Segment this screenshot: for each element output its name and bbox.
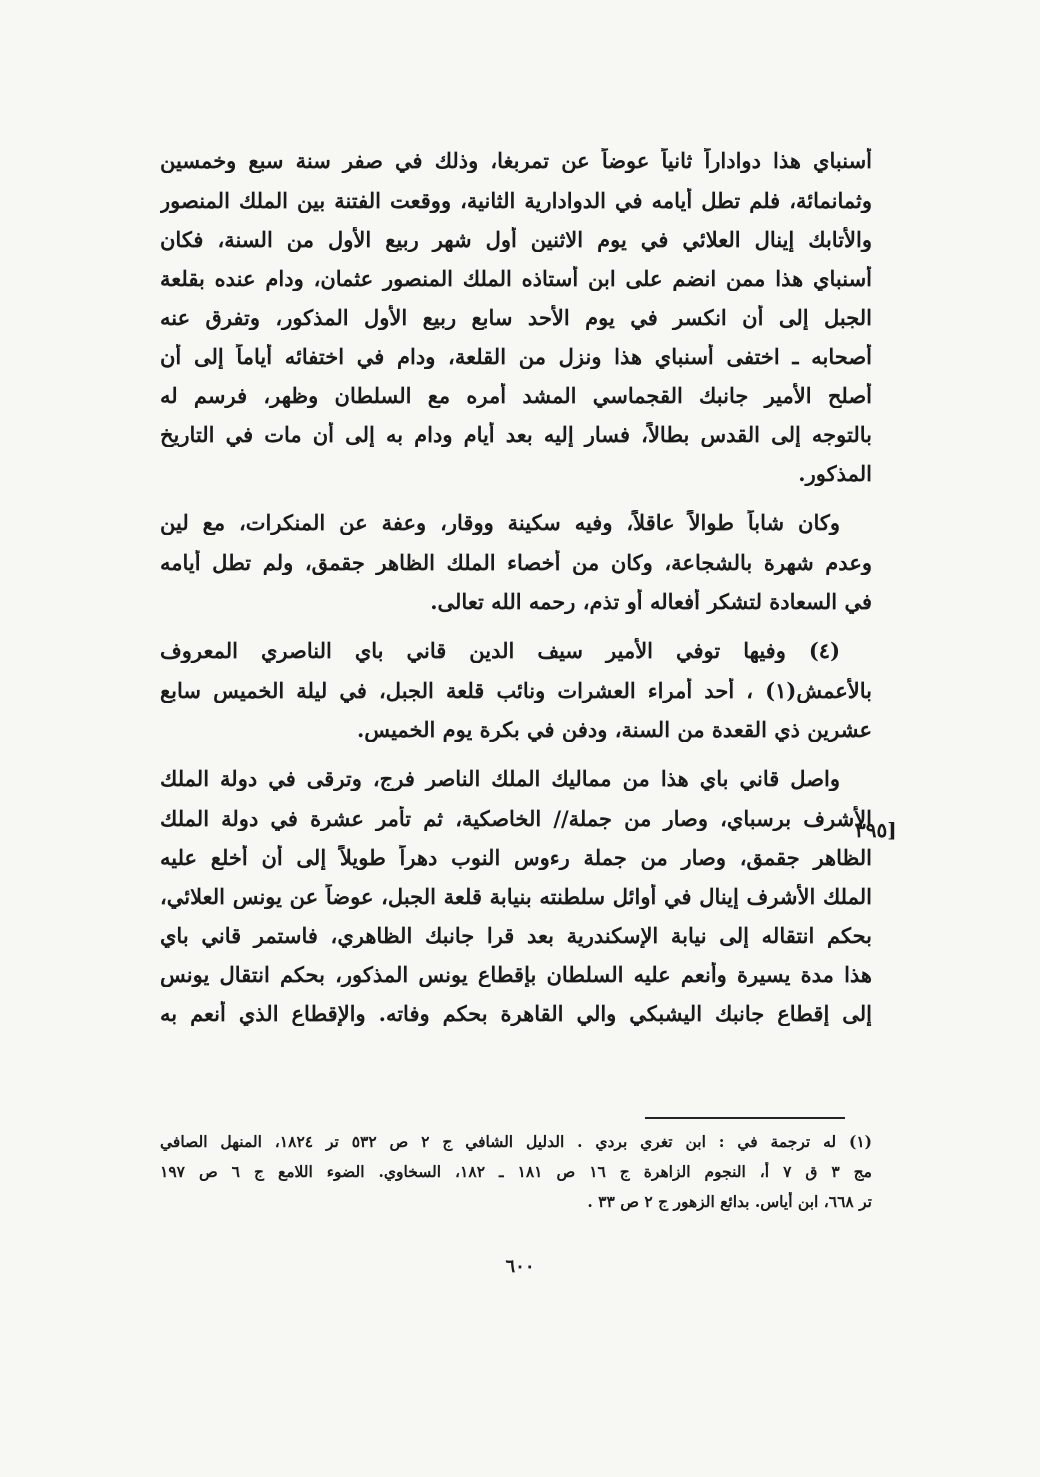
text-line: بحكم انتقاله إلى نيابة الإسكندرية بعد قرا جانبك الظاهري، فاستمر قاني باي: [160, 923, 872, 948]
footnote-line: تر ٦٦٨، ابن أياس. بدائع الزهور ج ٢ ص ٣٣ .: [587, 1192, 872, 1211]
text-line: أسنباي هذا ممن انضم على ابن أستاذه الملك المنصور عثمان، ودام عنده بقلعة: [160, 266, 872, 291]
text-line: (٤) وفيها توفي الأمير سيف الدين قاني باي الناصري المعروف: [160, 638, 840, 663]
text-line: بالأعمش(١) ، أحد أمراء العشرات ونائب قلعة الجبل، في ليلة الخميس سابع: [160, 678, 872, 703]
text-line: الملك الأشرف إينال في أوائل سلطنته بنيابة قلعة الجبل، عوضاً عن يونس العلائي،: [160, 884, 872, 909]
text-line: أصلح الأمير جانبك القجماسي المشد أمره مع السلطان وظهر، فرسم له: [160, 383, 872, 408]
text-line: الأشرف برسباي، وصار من جملة// الخاصكية، ثم تأمر عشرة في دولة الملك: [160, 806, 872, 831]
text-line: وكان شاباً طوالاً عاقلاً، وفيه سكينة ووقار، وعفة عن المنكرات، مع لين: [160, 510, 840, 535]
page-number: ٦٠٠: [505, 1256, 535, 1277]
text-line: واصل قاني باي هذا من مماليك الملك الناصر فرج، وترقى في دولة الملك: [160, 766, 840, 791]
text-line: عشرين ذي القعدة من السنة، ودفن في بكرة يوم الخميس.: [357, 717, 872, 742]
footnote-line: مج ٣ ق ٧ أ، النجوم الزاهرة ج ١٦ ص ١٨١ ـ ١٨٢، السخاوي. الضوء اللامع ج ٦ ص ١٩٧: [160, 1162, 872, 1181]
footnote-line: (١) له ترجمة في : ابن تغري بردي . الدليل الشافي ج ٢ ص ٥٣٢ تر ١٨٢٤، المنهل الصافي: [160, 1132, 872, 1151]
text-line: هذا مدة يسيرة وأنعم عليه السلطان بإقطاع يونس المذكور، بحكم انتقال يونس: [160, 962, 872, 987]
text-line: الظاهر جقمق، وصار من جملة رءوس النوب دهراً طويلاً إلى أن أخلع عليه: [160, 845, 872, 870]
margin-folio-reference: [٣٩٥: [855, 818, 897, 842]
text-line: أسنباي هذا دواداراً ثانياً عوضاً عن تمربغا، وذلك في صفر سنة سبع وخمسين: [160, 148, 872, 173]
text-line: في السعادة لتشكر أفعاله أو تذم، رحمه الله تعالى.: [430, 589, 872, 614]
text-line: أصحابه ـ اختفى أسنباي هذا ونزل من القلعة، ودام في اختفائه أياماً إلى أن: [160, 344, 872, 369]
text-line: وعدم شهرة بالشجاعة، وكان من أخصاء الملك الظاهر جقمق، ولم تطل أيامه: [160, 550, 872, 575]
text-line: بالتوجه إلى القدس بطالاً، فسار إليه بعد أيام ودام به إلى أن مات في التاريخ: [160, 422, 872, 447]
text-line: والأتابك إينال العلائي في يوم الاثنين أول شهر ربيع الأول من السنة، فكان: [160, 227, 872, 252]
text-line: المذكور.: [798, 461, 872, 486]
text-line: إلى إقطاع جانبك اليشبكي والي القاهرة بحكم وفاته. والإقطاع الذي أنعم به: [160, 1001, 872, 1026]
text-line: الجبل إلى أن انكسر في يوم الأحد سابع ربيع الأول المذكور، وتفرق عنه: [160, 305, 872, 330]
text-line: وثمانمائة، فلم تطل أيامه في الدوادارية الثانية، ووقعت الفتنة بين الملك المنصور: [160, 188, 872, 213]
